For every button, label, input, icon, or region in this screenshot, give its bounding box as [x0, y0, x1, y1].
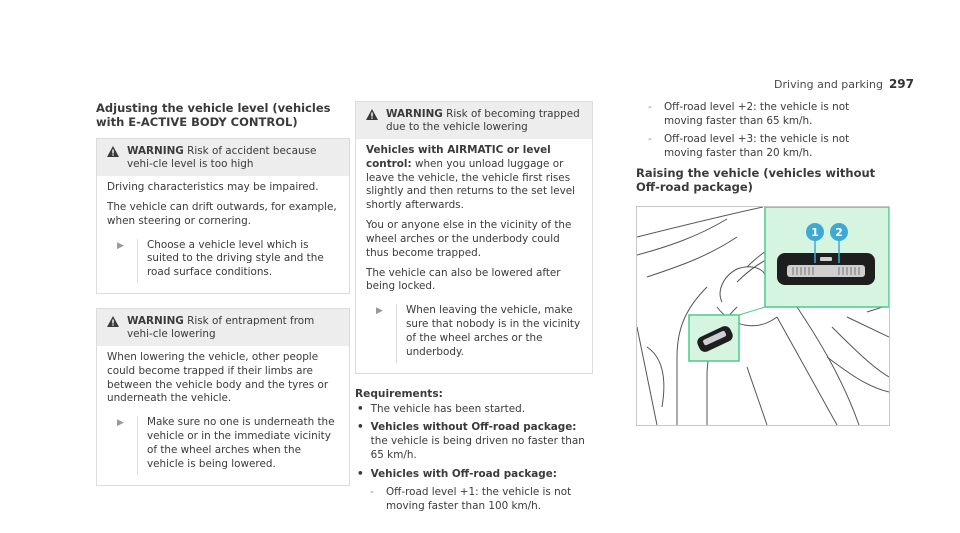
- warning-body: [356, 139, 592, 373]
- center-console-drawing: [637, 207, 889, 425]
- warning-body: [97, 176, 349, 293]
- warning-header: [97, 309, 349, 346]
- warning-box-accident: [96, 138, 350, 294]
- warning-label: WARNING: [127, 315, 184, 327]
- page-number: 297: [888, 77, 914, 91]
- column-middle: [355, 101, 593, 514]
- action-arrow-icon: ▶: [117, 418, 124, 429]
- warning-body: [97, 346, 349, 485]
- requirement-label: Vehicles without Off-road package:: [370, 421, 577, 434]
- warning-text: The vehicle can drift outwards, for example, when steering or cornering.: [107, 200, 337, 227]
- action-arrow-icon: ▶: [376, 306, 383, 317]
- warning-header: [97, 139, 349, 176]
- warning-label: WARNING: [386, 108, 443, 120]
- requirements-heading: Requirements:: [355, 387, 443, 400]
- action-text: Make sure no one is underneath the vehicle or in the immediate vicinity of the wheel arches when the vehicle is being lowered.: [137, 416, 339, 474]
- header-section: Driving and parking: [774, 78, 883, 91]
- bullet-icon: •: [357, 467, 364, 480]
- warning-box-entrapment: [96, 308, 350, 486]
- requirement-item: [357, 403, 593, 417]
- requirement-text: the vehicle is being driven no faster than 65 km/h.: [370, 435, 585, 461]
- airmatic-label: Vehicles with AIRMATIC or level control:: [366, 144, 551, 170]
- warning-box-trapped: [355, 101, 593, 374]
- warning-text: When lowering the vehicle, other people could become trapped if their limbs are between the vehicle body and the tyres or underneath the vehicle.: [107, 351, 329, 405]
- vehicle-level-icon: [820, 257, 832, 261]
- warning-title: Risk of entrapment from vehi-cle lowering: [127, 315, 315, 340]
- requirement-subitem: [648, 101, 890, 128]
- warning-triangle-icon: [107, 316, 119, 327]
- requirement-label: Vehicles with Off-road package:: [370, 467, 557, 480]
- dash-icon: -: [648, 133, 652, 146]
- warning-title: Risk of accident because vehi-cle level is too high: [127, 145, 317, 171]
- airmatic-text: when you unload luggage or leave the vehicle, the vehicle first rises slightly and then returns to the set level shortly afterwards.: [366, 157, 576, 212]
- action-text: When leaving the vehicle, make sure that nobody is in the vicinity of the wheel arches or the underbody.: [396, 304, 582, 362]
- bullet-icon: •: [357, 421, 364, 434]
- warning-text: The vehicle can also be lowered after being locked.: [366, 266, 561, 293]
- requirement-text: The vehicle has been started.: [370, 402, 526, 415]
- requirement-item: [357, 468, 593, 482]
- section-heading-adjusting: Adjusting the vehicle level (vehicles with E-ACTIVE BODY CONTROL): [96, 101, 331, 130]
- column-left: [96, 101, 350, 500]
- warning-triangle-icon: [107, 146, 119, 157]
- dash-icon: -: [370, 486, 374, 499]
- warning-header: [356, 102, 592, 139]
- dash-icon: -: [648, 101, 652, 113]
- requirement-subitem: [370, 486, 593, 513]
- action-step: [107, 239, 339, 283]
- column-right: [636, 101, 890, 203]
- warning-label: WARNING: [127, 145, 184, 158]
- warning-triangle-icon: [366, 109, 378, 120]
- warning-text: [366, 144, 582, 213]
- section-heading-raising: Raising the vehicle (vehicles without Off-road package): [636, 165, 876, 194]
- requirement-item: [357, 421, 593, 462]
- requirement-subitem: [648, 133, 890, 160]
- callout-1: [806, 223, 824, 241]
- subitem-text: Off-road level +2: the vehicle is not moving faster than 65 km/h.: [664, 101, 850, 127]
- callout-1-label: 1: [811, 226, 819, 239]
- console-illustration: [636, 206, 890, 426]
- action-arrow-icon: ▶: [117, 240, 124, 251]
- action-text: Choose a vehicle level which is suited to the driving style and the road surface conditions.: [137, 239, 339, 283]
- subitem-text: Off-road level +3: the vehicle is not moving faster than 20 km/h.: [664, 133, 850, 160]
- callout-2: [830, 223, 848, 241]
- action-step: [366, 304, 582, 362]
- requirements: [355, 388, 593, 514]
- callout-2-label: 2: [835, 226, 843, 239]
- page-header: [774, 77, 914, 91]
- bullet-icon: •: [357, 402, 364, 415]
- requirement-sublist-continued: [636, 101, 890, 161]
- warning-title: Risk of becoming trapped due to the vehicle lowering: [386, 108, 580, 133]
- subitem-text: Off-road level +1: the vehicle is not moving faster than 100 km/h.: [386, 486, 572, 512]
- warning-text: You or anyone else in the vicinity of the wheel arches or the underbody could thus become trapped.: [366, 219, 572, 259]
- action-step: [107, 416, 339, 474]
- warning-text: Driving characteristics may be impaired.: [107, 181, 319, 194]
